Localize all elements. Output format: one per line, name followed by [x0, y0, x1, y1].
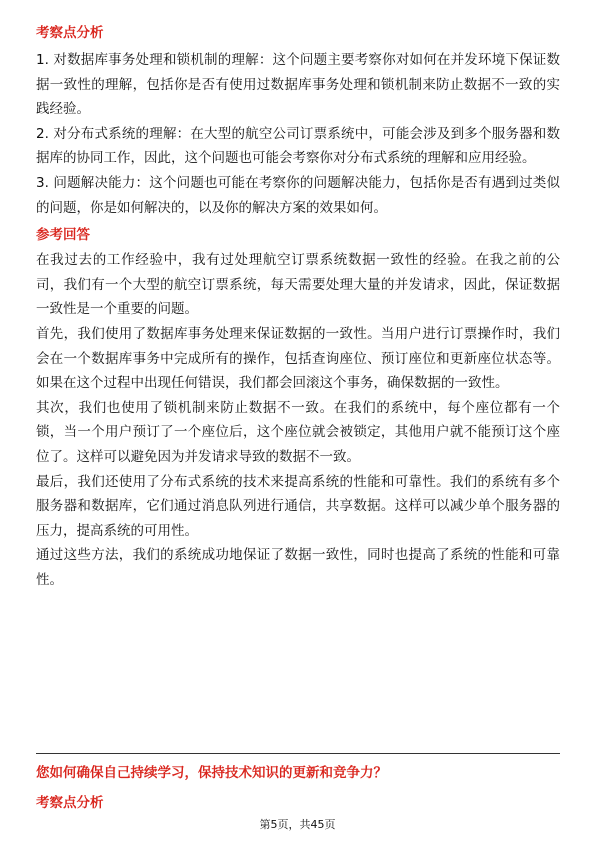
answer-paragraph-1: 在我过去的工作经验中，我有过处理航空订票系统数据一致性的经验。在我之前的公司，我们有一个大型的航空订票系统，每天需要处理大量的并发请求，因此，保证数据一致性是一个重要的问题。 — [36, 252, 560, 318]
section-divider — [36, 753, 560, 754]
section-title-reference-answer: 参考回答 — [36, 227, 90, 244]
page-number-footer: 第5页，共45页 — [259, 818, 336, 831]
section-title-analysis: 考察点分析 — [36, 25, 104, 41]
answer-paragraph-5: 通过这些方法，我们的系统成功地保证了数据一致性，同时也提高了系统的性能和可靠性。 — [36, 547, 560, 588]
analysis-item-3: 3. 问题解决能力：这个问题也可能在考察你的问题解决能力，包括你是否有遇到过类似的问题，你是如何解决的，以及你的解决方案的效果如何。 — [36, 174, 560, 216]
next-section-title-analysis: 考察点分析 — [36, 795, 104, 811]
analysis-item-2: 2. 对分布式系统的理解：在大型的航空公司订票系统中，可能会涉及到多个服务器和数据库的协同工作，因此，这个问题也可能会考察你对分布式系统的理解和应用经验。 — [36, 125, 560, 167]
analysis-item-1: 1. 对数据库事务处理和锁机制的理解：这个问题主要考察你对如何在并发环境下保证数据一致性的理解，包括你是否有使用过数据库事务处理和锁机制来防止数据不一致的实践经验。 — [36, 52, 560, 118]
answer-paragraph-3: 其次，我们也使用了锁机制来防止数据不一致。在我们的系统中，每个座位都有一个锁，当一个用户预订了一个座位后，这个座位就会被锁定，其他用户就不能预订这个座位了。这样可以避免因为并发请求导致的数据不一致。 — [36, 399, 560, 465]
answer-paragraph-4: 最后，我们还使用了分布式系统的技术来提高系统的性能和可靠性。我们的系统有多个服务器和数据库，它们通过消息队列进行通信，共享数据。这样可以减少单个服务器的压力，提高系统的可用性。 — [36, 473, 560, 539]
next-question-title: 您如何确保自己持续学习，保持技术知识的更新和竞争力？ — [36, 765, 387, 781]
main-content — [36, 22, 560, 592]
answer-paragraph-2: 首先，我们使用了数据库事务处理来保证数据的一致性。当用户进行订票操作时，我们会在一个数据库事务中完成所有的操作，包括查询座位、预订座位和更新座位状态等。如果在这个过程中出现任何错误，我们都会回滚这个事务，确保数据的一致性。 — [36, 325, 560, 392]
